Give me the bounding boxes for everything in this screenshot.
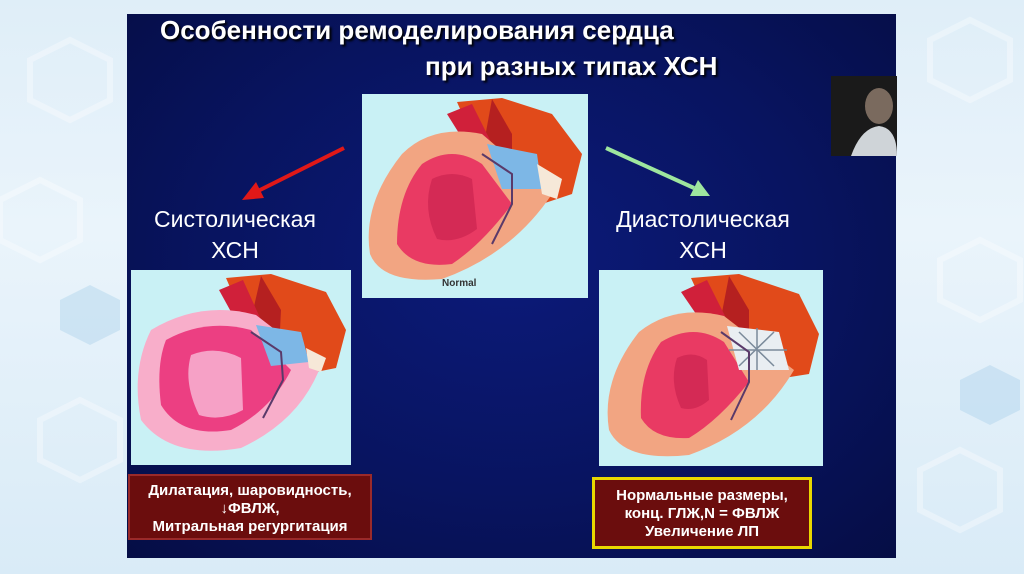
diastolic-desc-line1: Нормальные размеры,	[616, 487, 788, 504]
diastolic-label-line2: ХСН	[679, 237, 727, 263]
arrow-to-systolic	[232, 140, 372, 210]
diastolic-description-box	[592, 477, 812, 549]
title-line-1: Особенности ремоделирования сердца	[160, 15, 674, 45]
systolic-description-box	[128, 474, 372, 540]
systolic-desc-line2: ↓ФВЛЖ,	[220, 500, 280, 517]
diastolic-label	[596, 204, 810, 266]
diastolic-desc-line3: Увеличение ЛП	[644, 523, 760, 540]
presenter-icon	[831, 76, 897, 156]
normal-heart-illustration	[362, 94, 588, 298]
diastolic-heart-illustration	[599, 270, 823, 466]
diastolic-heart-panel	[599, 270, 823, 466]
systolic-desc-line1: Дилатация, шаровидность,	[148, 482, 352, 499]
arrow-to-diastolic	[598, 140, 718, 210]
systolic-label-line1: Систолическая	[154, 206, 316, 232]
systolic-desc-line3: Митральная регургитация	[152, 518, 348, 535]
title-line-2: при разных типах ХСН	[425, 51, 718, 81]
systolic-heart-illustration	[131, 270, 351, 465]
presenter-video-thumbnail	[831, 76, 897, 156]
systolic-label-line2: ХСН	[211, 237, 259, 263]
systolic-heart-panel	[131, 270, 351, 465]
diastolic-label-line1: Диастолическая	[616, 206, 790, 232]
systolic-label	[128, 204, 342, 266]
normal-caption: Normal	[442, 278, 477, 289]
normal-heart-panel	[362, 94, 588, 298]
diastolic-desc-line2: конц. ГЛЖ,N = ФВЛЖ	[624, 505, 780, 522]
